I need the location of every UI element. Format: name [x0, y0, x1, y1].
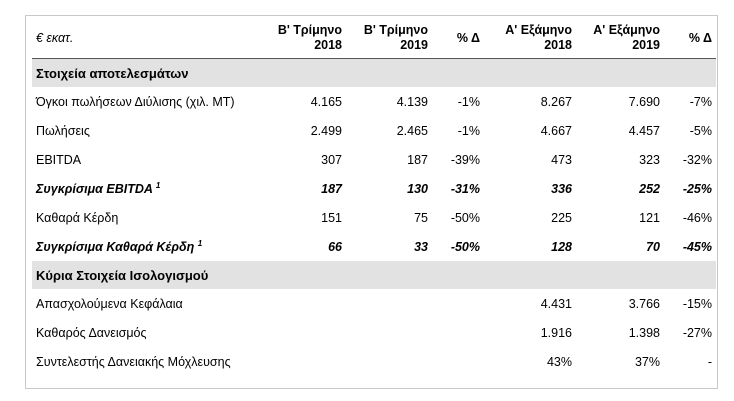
cell-h1-2019: 252: [639, 181, 660, 196]
cell-q2-2019: 2.465: [396, 123, 428, 138]
cell-h1-2018: 336: [551, 181, 572, 196]
cell-h1-2019: 1.398: [628, 325, 660, 340]
cell-q-change: -50%: [450, 210, 480, 225]
cell-h1-2019: 37%: [634, 354, 660, 369]
cell-q2-2018: [254, 347, 346, 376]
cell-h-change: -45%: [682, 239, 712, 254]
cell-q2-2018: 4.165: [310, 94, 342, 109]
row-label: Καθαρά Κέρδη: [36, 210, 119, 225]
cell-q2-2019: 187: [407, 152, 428, 167]
cell-q2-2018: 187: [321, 181, 342, 196]
cell-h1-2019: 4.457: [628, 123, 660, 138]
cell-q2-2018: 2.499: [310, 123, 342, 138]
cell-q2-2018: [254, 318, 346, 347]
cell-h-change: -15%: [682, 296, 712, 311]
cell-q-change: -50%: [450, 239, 480, 254]
cell-q2-2018: 307: [321, 152, 342, 167]
row-label: Συγκρίσιμα EBITDA $^1$: [36, 180, 161, 197]
cell-h-change: -7%: [689, 94, 712, 109]
section-title: Κύρια Στοιχεία Ισολογισμού: [32, 261, 716, 289]
row-label: Πωλήσεις: [36, 123, 90, 138]
section-title: Στοιχεία αποτελεσμάτων: [32, 59, 716, 88]
col-header-q2-2018: Β' Τρίμηνο 2018: [254, 20, 346, 59]
cell-q2-2019: 33: [414, 239, 428, 254]
cell-h1-2019: 121: [639, 210, 660, 225]
row-label: Συγκρίσιμα Καθαρά Κέρδη $^1$: [36, 238, 203, 255]
cell-q2-2019: 75: [414, 210, 428, 225]
cell-h1-2019: 7.690: [628, 94, 660, 109]
table-header-row: [32, 20, 716, 59]
row-label: EBITDA: [36, 152, 82, 167]
cell-h1-2018: 43%: [546, 354, 572, 369]
cell-q-change: -1%: [457, 123, 480, 138]
cell-h-change: -46%: [682, 210, 712, 225]
col-header-q-change: % Δ: [432, 20, 484, 59]
cell-h1-2018: 4.431: [540, 296, 572, 311]
cell-h1-2019: 323: [639, 152, 660, 167]
financial-results-table: [32, 20, 716, 376]
table-row: [32, 116, 716, 145]
col-header-h1-2018: Α' Εξάμηνο 2018: [484, 20, 576, 59]
cell-q2-2019: 130: [407, 181, 428, 196]
col-header-q2-2019: Β' Τρίμηνο 2019: [346, 20, 432, 59]
footnote-marker: 1: [155, 180, 161, 190]
cell-q-change: -39%: [450, 152, 480, 167]
cell-h-change: -27%: [682, 325, 712, 340]
cell-q2-2019: [346, 318, 432, 347]
cell-h1-2018: 128: [551, 239, 572, 254]
cell-q-change: -1%: [457, 94, 480, 109]
table-row: [32, 145, 716, 174]
row-label: Όγκοι πωλήσεων Διύλισης (χιλ. ΜΤ): [36, 94, 235, 109]
col-header-h-change: % Δ: [664, 20, 716, 59]
balance-sheet-section-header: [32, 261, 716, 289]
table-row: [32, 87, 716, 116]
cell-h-change: -32%: [682, 152, 712, 167]
cell-h1-2019: 70: [646, 239, 660, 254]
footnote-marker: 1: [197, 238, 203, 248]
cell-q-change: [432, 347, 484, 376]
table-row: [32, 174, 716, 203]
cell-h1-2018: 4.667: [540, 123, 572, 138]
table-row: [32, 232, 716, 261]
cell-h1-2018: 8.267: [540, 94, 572, 109]
cell-h1-2019: 3.766: [628, 296, 660, 311]
cell-q2-2019: 4.139: [396, 94, 428, 109]
col-header-h1-2019: Α' Εξάμηνο 2019: [576, 20, 664, 59]
cell-q2-2018: 66: [328, 239, 342, 254]
cell-h-change: -25%: [682, 181, 712, 196]
results-section-header: [32, 59, 716, 88]
cell-q2-2019: [346, 347, 432, 376]
cell-q2-2018: 151: [321, 210, 342, 225]
cell-q2-2019: [346, 289, 432, 318]
table-row: [32, 203, 716, 232]
cell-h1-2018: 225: [551, 210, 572, 225]
cell-q-change: [432, 318, 484, 347]
row-label: Καθαρός Δανεισμός: [36, 325, 147, 340]
cell-h1-2018: 473: [551, 152, 572, 167]
cell-q-change: -31%: [450, 181, 480, 196]
table-row: [32, 318, 716, 347]
table-row: [32, 289, 716, 318]
unit-label: € εκατ.: [32, 20, 254, 59]
cell-h1-2018: 1.916: [540, 325, 572, 340]
cell-h-change: -5%: [689, 123, 712, 138]
table-row: [32, 347, 716, 376]
cell-h-change: -: [707, 354, 712, 369]
row-label: Απασχολούμενα Κεφάλαια: [36, 296, 183, 311]
row-label: Συντελεστής Δανειακής Μόχλευσης: [36, 354, 231, 369]
cell-q2-2018: [254, 289, 346, 318]
cell-q-change: [432, 289, 484, 318]
